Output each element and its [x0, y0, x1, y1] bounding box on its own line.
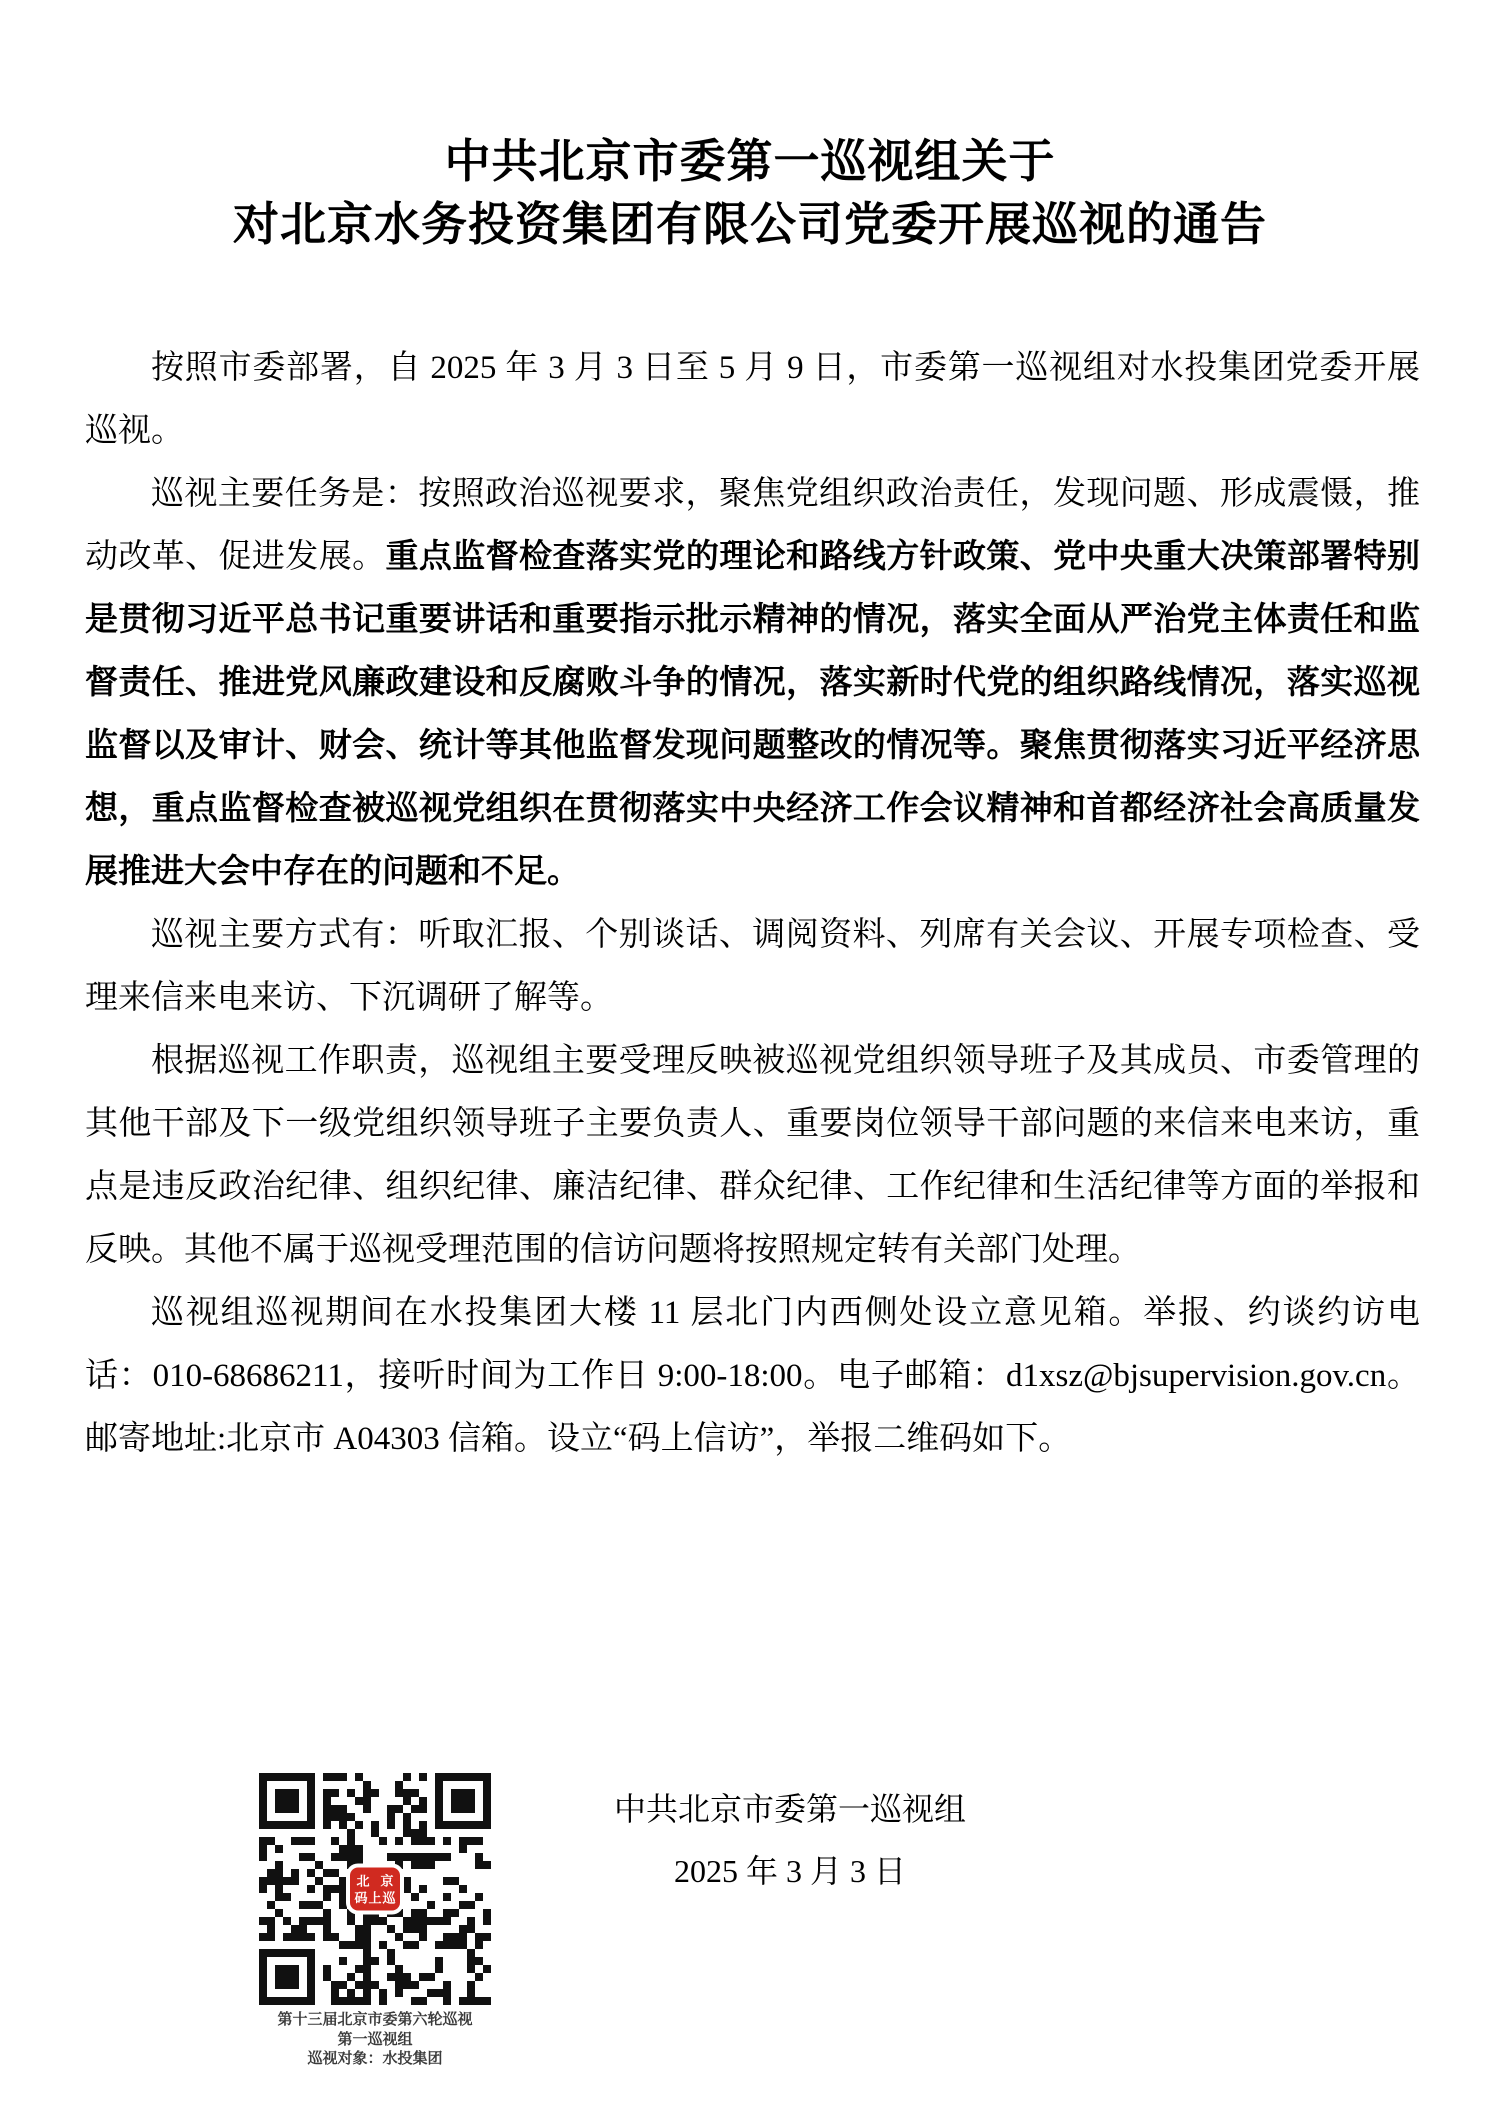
signature-date: 2025 年 3 月 3 日 [673, 1853, 906, 1889]
title-line-1: 中共北京市委第一巡视组关于 [444, 136, 1056, 187]
paragraph-tasks-emphasis: 重点监督检查落实党的理论和路线方针政策、党中央重大决策部署特别是贯彻习近平总书记重要讲话和重要指示批示精神的情况，落实全面从严治党主体责任和监督责任、推进党风廉政建设和反腐败斗争的情况，落实新时代党的组织路线情况，落实巡视监督以及审计、财会、统计等其他监督发现问题整改的情况等。聚焦贯彻落实习近平经济思想，重点监督检查被巡视党组织在贯彻落实中央经济工作会议精神和首都经济社会高质量发展推进大会中存在的问题和不足。 [85, 539, 1421, 890]
document-title [0, 0, 1500, 256]
qr-block [165, 1773, 585, 2069]
signature-org: 中共北京市委第一巡视组 [613, 1791, 966, 1827]
qr-caption-team: 第一巡视组 [337, 2030, 413, 2048]
paragraph-schedule: 按照市委部署，自 2025 年 3 月 3 日至 5 月 9 日，市委第一巡视组对水投集团党委开展巡视。 [85, 350, 1420, 449]
qr-badge-text-line2: 码上巡 [354, 1890, 397, 1906]
qr-badge-text-line1: 北京 [356, 1873, 405, 1889]
paragraph-scope: 根据巡视工作职责，巡视组主要受理反映被巡视党组织领导班子及其成员、市委管理的其他干部及下一级党组织领导班子主要负责人、重要岗位领导干部问题的来信来电来访，重点是违反政治纪律、组织纪律、廉洁纪律、群众纪律、工作纪律和生活纪律等方面的举报和反映。其他不属于巡视受理范围的信访问题将按照规定转有关部门处理。 [85, 1043, 1420, 1268]
qr-center-badge [350, 1868, 405, 1911]
title-line-2: 对北京水务投资集团有限公司党委开展巡视的通告 [233, 199, 1267, 250]
qr-caption-round: 第十三届北京市委第六轮巡视 [277, 2011, 473, 2028]
qr-captions [165, 2010, 585, 2069]
paragraph-tasks-regular: 巡视主要任务是：按照政治巡视要求，聚焦党组织政治责任，发现问题、形成震慑，推动改革、促进发展。 [85, 476, 1420, 575]
qr-caption-target: 巡视对象：水投集团 [307, 2050, 443, 2067]
paragraph-contact: 巡视组巡视期间在水投集团大楼 11 层北门内西侧处设立意见箱。举报、约谈约访电话：010-68686211，接听时间为工作日 9:00-18:00。电子邮箱：d1xsz@bjsupervision.gov.cn。邮寄地址:北京市 A04303 信箱。设立“码上信访”，举报二维码如下。 [85, 1295, 1420, 1457]
paragraph-tasks [85, 463, 1420, 904]
paragraph-methods: 巡视主要方式有：听取汇报、个别谈话、调阅资料、列席有关会议、开展专项检查、受理来信来电来访、下沉调研了解等。 [85, 917, 1420, 1016]
document-body [85, 337, 1420, 1471]
qr-code [259, 1773, 491, 2005]
